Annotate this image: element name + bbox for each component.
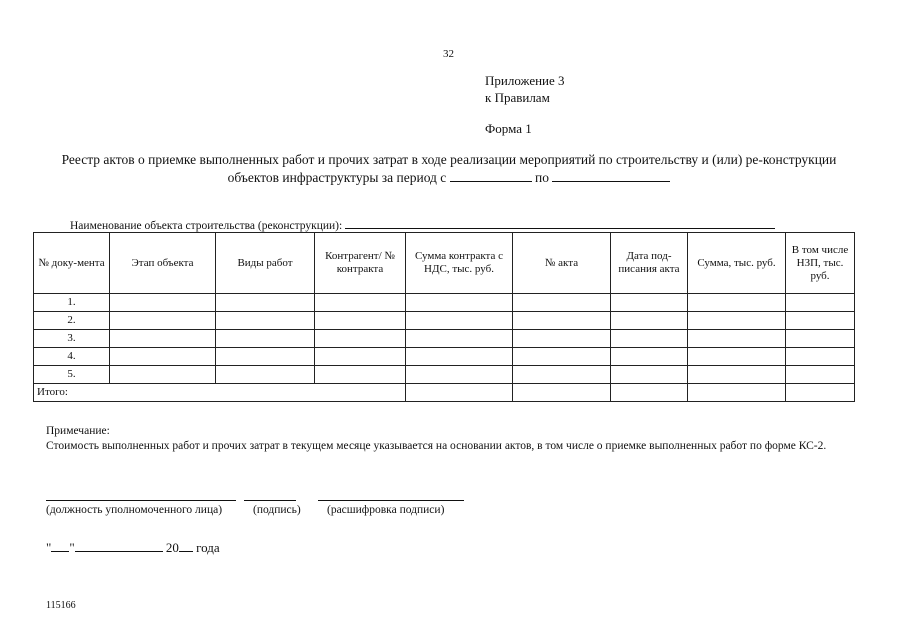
table-row bbox=[34, 294, 855, 312]
date-quote-open: " bbox=[46, 540, 52, 555]
page-number: 32 bbox=[443, 48, 454, 60]
table-row bbox=[34, 348, 855, 366]
object-name-label: Наименование объекта строительства (реконструкции): bbox=[70, 220, 343, 232]
signature-decode-line bbox=[318, 500, 464, 501]
row-number: 2. bbox=[34, 312, 110, 330]
row-number: 4. bbox=[34, 348, 110, 366]
note-block bbox=[46, 424, 861, 454]
header-wip-sum: В том числе НЗП, тыс. руб. bbox=[786, 233, 855, 294]
object-name-blank bbox=[345, 216, 775, 229]
title-text: Реестр актов о приемке выполненных работ и прочих затрат в ходе реализации мероприятий по строительству и (или) ре-конструкции объектов инфраструктуры за период с bbox=[61, 152, 837, 185]
year-prefix: 20 bbox=[165, 540, 179, 555]
year-suffix: года bbox=[196, 540, 220, 555]
appendix-line-2: к Правилам bbox=[485, 90, 550, 105]
row-number: 1. bbox=[34, 294, 110, 312]
position-label: (должность уполномоченного лица) bbox=[46, 504, 223, 516]
title-to: по bbox=[535, 170, 550, 185]
table-row bbox=[34, 330, 855, 348]
document-title bbox=[44, 151, 854, 187]
date-quote-close: " bbox=[69, 540, 75, 555]
date-line bbox=[46, 540, 220, 556]
document-code: 115166 bbox=[46, 600, 76, 611]
header-contractor: Контрагент/ № контракта bbox=[315, 233, 406, 294]
year-blank bbox=[179, 540, 193, 552]
header-signing-date: Дата под-писания акта bbox=[611, 233, 688, 294]
period-end-blank bbox=[552, 169, 670, 182]
appendix-line-1: Приложение 3 bbox=[485, 73, 565, 88]
note-label: Примечание: bbox=[46, 425, 110, 437]
header-sum: Сумма, тыс. руб. bbox=[688, 233, 786, 294]
row-number: 3. bbox=[34, 330, 110, 348]
decode-label: (расшифровка подписи) bbox=[327, 504, 445, 516]
total-label: Итого: bbox=[34, 384, 406, 402]
table-row bbox=[34, 366, 855, 384]
note-text: Стоимость выполненных работ и прочих затрат в текущем месяце указывается на основании актов, в том числе о приемке выполненных работ по форме КС-2. bbox=[46, 440, 827, 452]
header-object-stage: Этап объекта bbox=[110, 233, 216, 294]
sign-label: (подпись) bbox=[253, 504, 301, 516]
object-name-field bbox=[70, 216, 775, 232]
row-number: 5. bbox=[34, 366, 110, 384]
table-header-row bbox=[34, 233, 855, 294]
period-start-blank bbox=[450, 169, 532, 182]
header-contract-sum: Сумма контракта с НДС, тыс. руб. bbox=[406, 233, 513, 294]
month-blank bbox=[75, 540, 163, 552]
appendix-reference bbox=[485, 72, 565, 106]
header-work-types: Виды работ bbox=[216, 233, 315, 294]
position-signature-line bbox=[46, 500, 236, 501]
header-act-number: № акта bbox=[513, 233, 611, 294]
day-blank bbox=[51, 540, 69, 552]
header-doc-number: № доку-мента bbox=[34, 233, 110, 294]
signature-line bbox=[244, 500, 296, 501]
table-row bbox=[34, 312, 855, 330]
table-total-row bbox=[34, 384, 855, 402]
register-table bbox=[33, 232, 855, 402]
form-label: Форма 1 bbox=[485, 121, 532, 136]
